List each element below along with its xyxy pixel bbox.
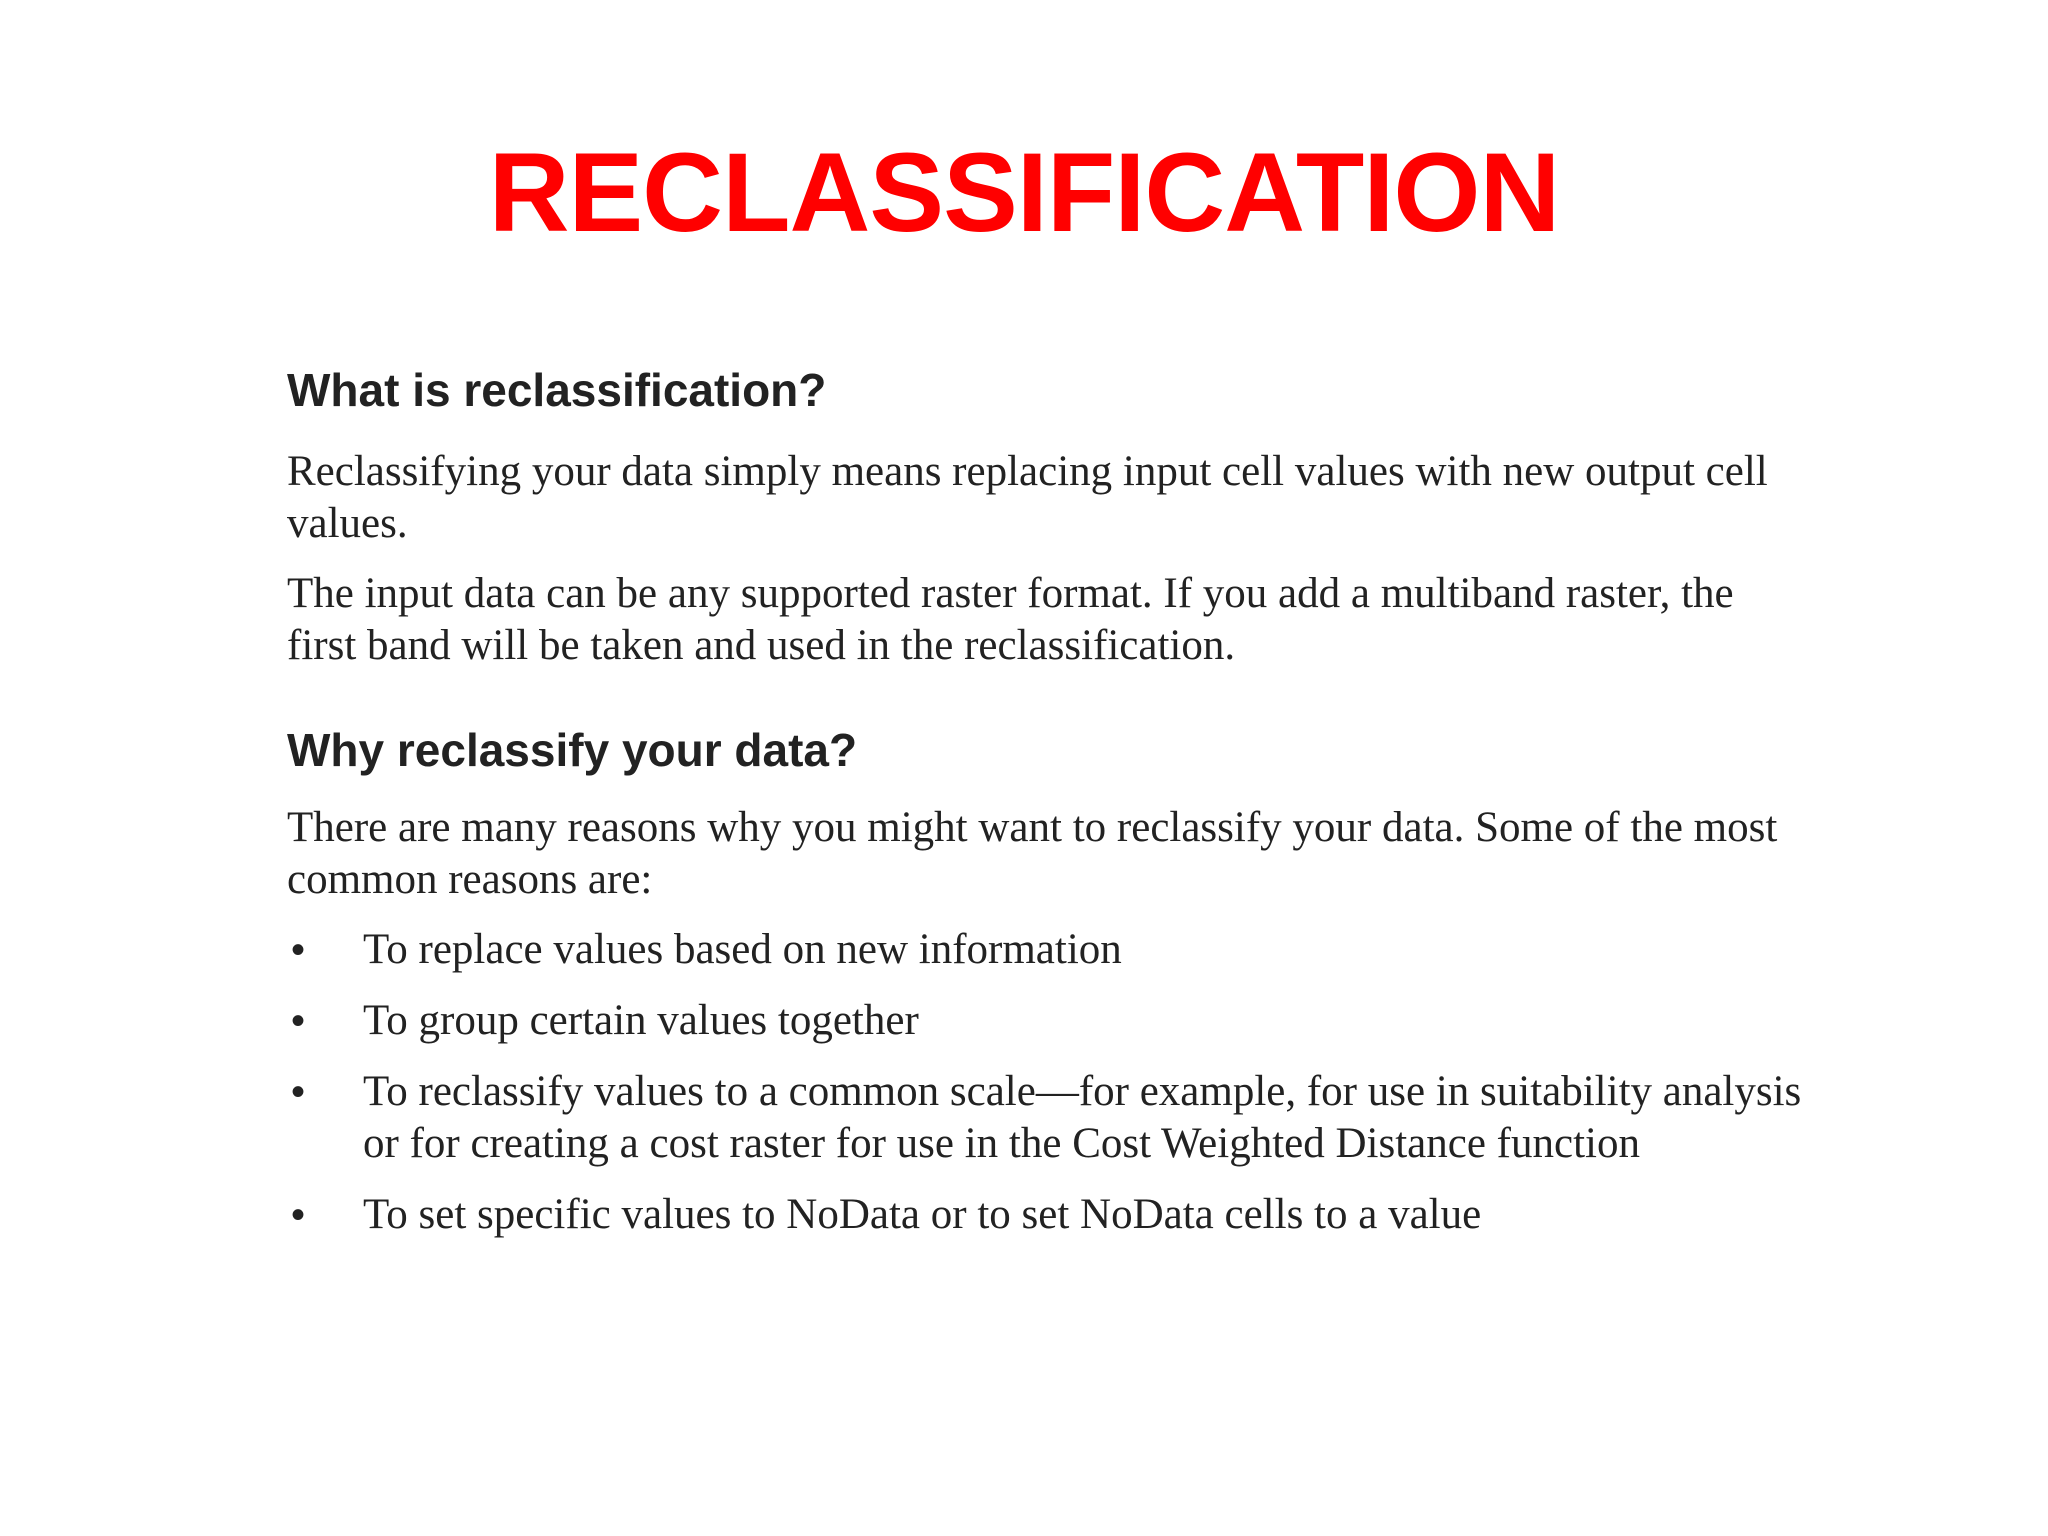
list-item-text: To reclassify values to a common scale—for example, for use in suitability analysis or for creating a cost raster for use in the Cost Weighted Distance function xyxy=(363,1068,1802,1167)
paragraph-definition: Reclassifying your data simply means replacing input cell values with new output cell values. xyxy=(287,448,1768,547)
bullet-icon: • xyxy=(291,928,306,972)
bullet-icon: • xyxy=(291,1070,306,1114)
reasons-list xyxy=(287,924,1807,1241)
section-heading-what: What is reclassification? xyxy=(287,364,827,416)
list-item-text: To group certain values together xyxy=(363,997,919,1044)
list-item-text: To replace values based on new information xyxy=(363,926,1122,973)
list-item xyxy=(287,1189,1807,1241)
section-heading-why: Why reclassify your data? xyxy=(287,724,858,776)
list-item xyxy=(287,995,1807,1047)
slide-content xyxy=(287,362,1807,1260)
slide-title: RECLASSIFICATION xyxy=(488,130,1560,255)
list-item xyxy=(287,1066,1807,1170)
bullet-icon: • xyxy=(291,999,306,1043)
list-item xyxy=(287,924,1807,976)
list-item-text: To set specific values to NoData or to set NoData cells to a value xyxy=(363,1191,1482,1238)
paragraph-input-data: The input data can be any supported raster format. If you add a multiband raster, the first band will be taken and used in the reclassification. xyxy=(287,570,1734,669)
bullet-icon: • xyxy=(291,1193,306,1237)
paragraph-reasons-intro: There are many reasons why you might want to reclassify your data. Some of the most common reasons are: xyxy=(287,804,1778,903)
